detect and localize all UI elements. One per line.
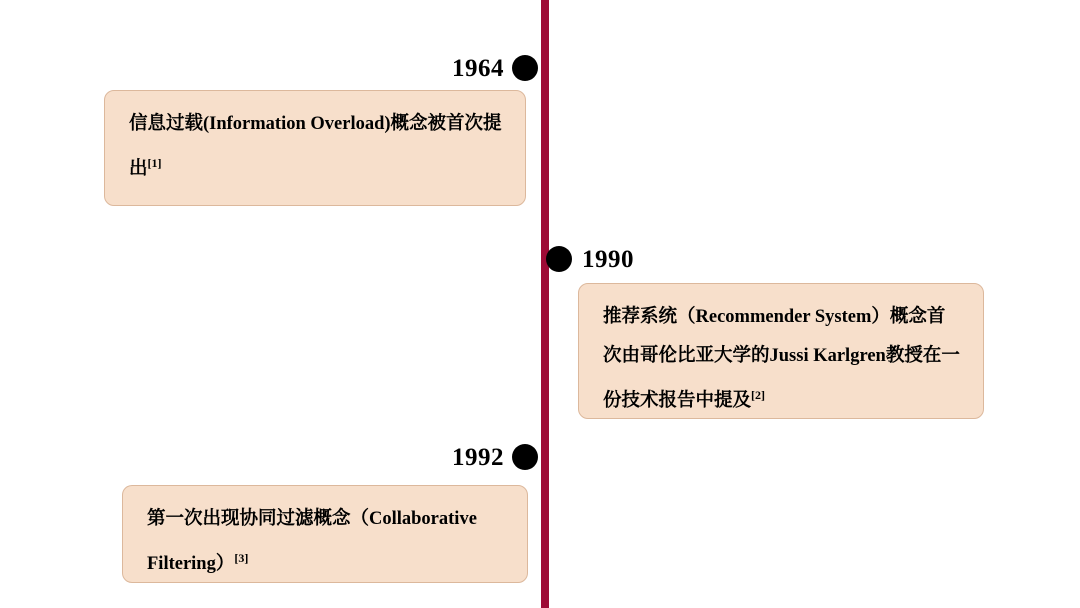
timeline-year-1964: 1964 — [452, 55, 504, 82]
timeline-year-1992: 1992 — [452, 444, 504, 471]
timeline-card-1992 — [122, 485, 528, 583]
timeline-card-1964 — [104, 90, 526, 206]
timeline-card-1990-text: 推荐系统（Recommender System）概念首次由哥伦比亚大学的Jussi Karlgren教授在一份技术报告中提及 — [603, 307, 960, 412]
timeline-card-1964-text: 信息过载(Information Overload)概念被首次提出 — [129, 114, 502, 180]
timeline-year-1990: 1990 — [582, 246, 634, 273]
timeline-axis — [541, 0, 549, 608]
timeline-node-1990 — [546, 246, 572, 272]
timeline-node-1992 — [512, 444, 538, 470]
timeline-card-1990-reference: [2] — [751, 388, 766, 402]
timeline-card-1992-reference: [3] — [234, 551, 249, 565]
timeline-card-1992-text: 第一次出现协同过滤概念（Collaborative Filtering） — [147, 509, 477, 575]
timeline-card-1964-reference: [1] — [147, 156, 162, 170]
timeline-card-1990 — [578, 283, 984, 419]
timeline-node-1964 — [512, 55, 538, 81]
